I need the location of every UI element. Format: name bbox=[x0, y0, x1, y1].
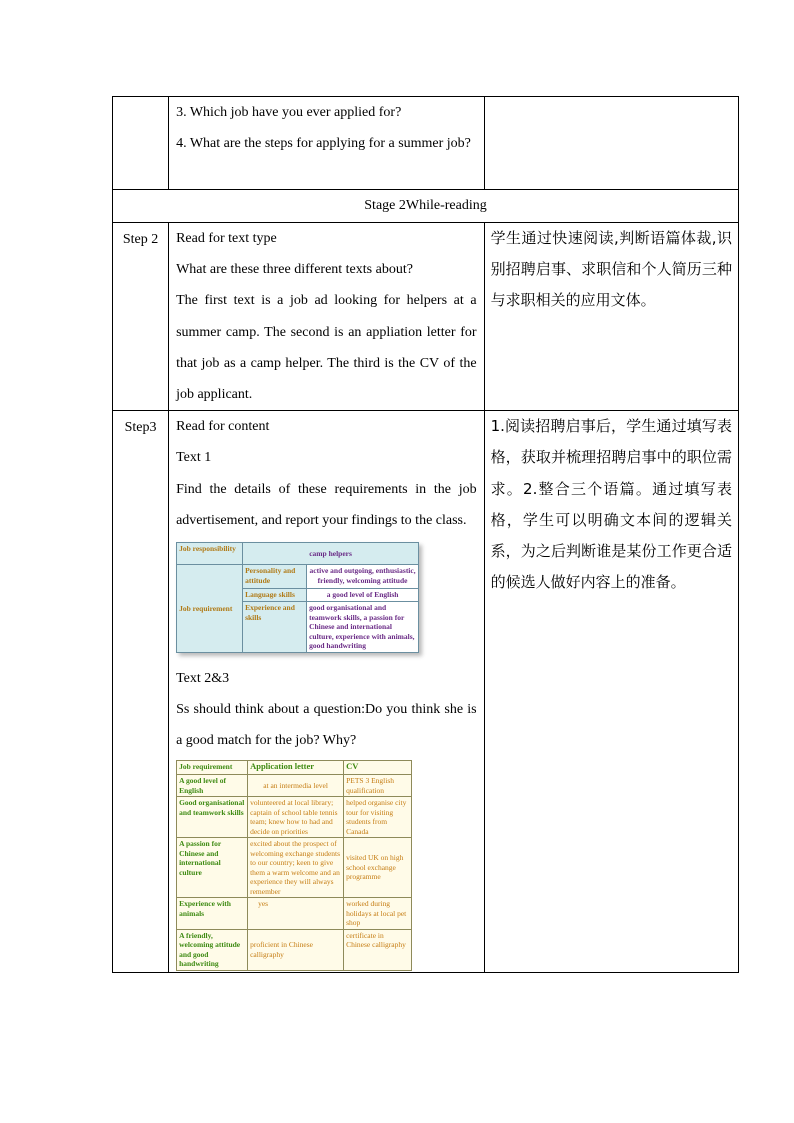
experience-label: Experience and skills bbox=[243, 602, 307, 653]
letter-english: at an intermedia level bbox=[248, 775, 344, 797]
personality-value: active and outgoing, enthusiastic, friendly, welcoming attitude bbox=[307, 565, 419, 589]
cv-attitude: certificate in Chinese calligraphy bbox=[344, 929, 412, 970]
text23-label: Text 2&3 bbox=[176, 670, 230, 686]
comparison-table bbox=[176, 760, 412, 971]
empty-step-cell bbox=[113, 97, 169, 190]
letter-organisational: volunteered at local library; captain of school table tennis team; knew how to had and decide on priorities bbox=[248, 797, 344, 838]
header-job-requirement: Job requirement bbox=[177, 761, 248, 775]
req-attitude: A friendly, welcoming attitude and good handwriting bbox=[177, 929, 248, 970]
cv-animals: worked during holidays at local pet shop bbox=[344, 898, 412, 930]
step2-question: What are these three different texts about? bbox=[176, 262, 413, 278]
question-4: 4. What are the steps for applying for a summer job? bbox=[176, 136, 471, 152]
step3-heading: Read for content bbox=[176, 419, 270, 435]
language-label: Language skills bbox=[243, 589, 307, 602]
job-requirement-label: Job requirement bbox=[177, 565, 243, 653]
letter-culture: excited about the prospect of welcoming exchange students to our country; keen to give them a warm welcome and an experience they will always remember bbox=[248, 838, 344, 898]
step2-purpose: 学生通过快速阅读,判断语篇体裁,识别招聘启事、求职信和个人简历三种与求职相关的应用文体。 bbox=[490, 229, 732, 310]
experience-value: good organisational and teamwork skills, a passion for Chinese and international culture, experience with animals, good handwriting bbox=[307, 602, 419, 653]
step3-instruction: Find the details of these requirements in the job advertisement, and report your findings to the class. bbox=[176, 481, 477, 528]
empty-purpose-cell bbox=[484, 97, 738, 190]
letter-attitude: proficient in Chinese calligraphy bbox=[248, 929, 344, 970]
stage-row bbox=[113, 190, 739, 223]
letter-animals: yes bbox=[248, 898, 344, 930]
comparison-table-wrap bbox=[169, 760, 484, 971]
header-application-letter: Application letter bbox=[248, 761, 344, 775]
req-animals: Experience with animals bbox=[177, 898, 248, 930]
lesson-plan-table bbox=[112, 96, 739, 973]
camp-helpers-value: camp helpers bbox=[243, 543, 419, 565]
questions-cell bbox=[169, 97, 485, 190]
step2-heading: Read for text type bbox=[176, 231, 277, 246]
req-english: A good level of English bbox=[177, 775, 248, 797]
question-3: 3. Which job have you ever applied for? bbox=[176, 105, 402, 120]
step2-content bbox=[169, 223, 485, 411]
cv-organisational: helped organise city tour for visiting students from Canada bbox=[344, 797, 412, 838]
step2-row bbox=[113, 223, 739, 411]
stage-title: Stage 2While-reading bbox=[113, 190, 739, 223]
step3-row bbox=[113, 411, 739, 973]
cv-english: PETS 3 English qualification bbox=[344, 775, 412, 797]
step2-body: The first text is a job ad looking for helpers at a summer camp. The second is an appliation letter for that job as a camp helper. The third is the CV of the job applicant. bbox=[176, 293, 477, 403]
questions-row bbox=[113, 97, 739, 190]
language-value: a good level of English bbox=[307, 589, 419, 602]
step2-label: Step 2 bbox=[113, 223, 169, 411]
step3-content bbox=[169, 411, 485, 973]
cv-culture: visited UK on high school exchange programme bbox=[344, 838, 412, 898]
text1-label: Text 1 bbox=[176, 450, 212, 466]
step2-purpose-cell bbox=[484, 223, 738, 411]
requirements-table-wrap bbox=[169, 542, 484, 653]
step3-purpose-cell bbox=[484, 411, 738, 973]
req-culture: A passion for Chinese and international culture bbox=[177, 838, 248, 898]
step3-question: Ss should think about a question:Do you think she is a good match for the job? Why? bbox=[176, 701, 477, 748]
requirements-table bbox=[176, 542, 419, 653]
step3-label: Step3 bbox=[113, 411, 169, 973]
personality-label: Personality and attitude bbox=[243, 565, 307, 589]
job-responsibility-label: Job responsibility bbox=[177, 543, 243, 565]
header-cv: CV bbox=[344, 761, 412, 775]
req-organisational: Good organisational and teamwork skills bbox=[177, 797, 248, 838]
step3-purpose: 1.阅读招聘启事后，学生通过填写表格，获取并梳理招聘启事中的职位需求。2.整合三个语篇。通过填写表格，学生可以明确文本间的逻辑关系，为之后判断谁是某份工作更合适的候选人做好内容上的准备。 bbox=[490, 417, 732, 592]
